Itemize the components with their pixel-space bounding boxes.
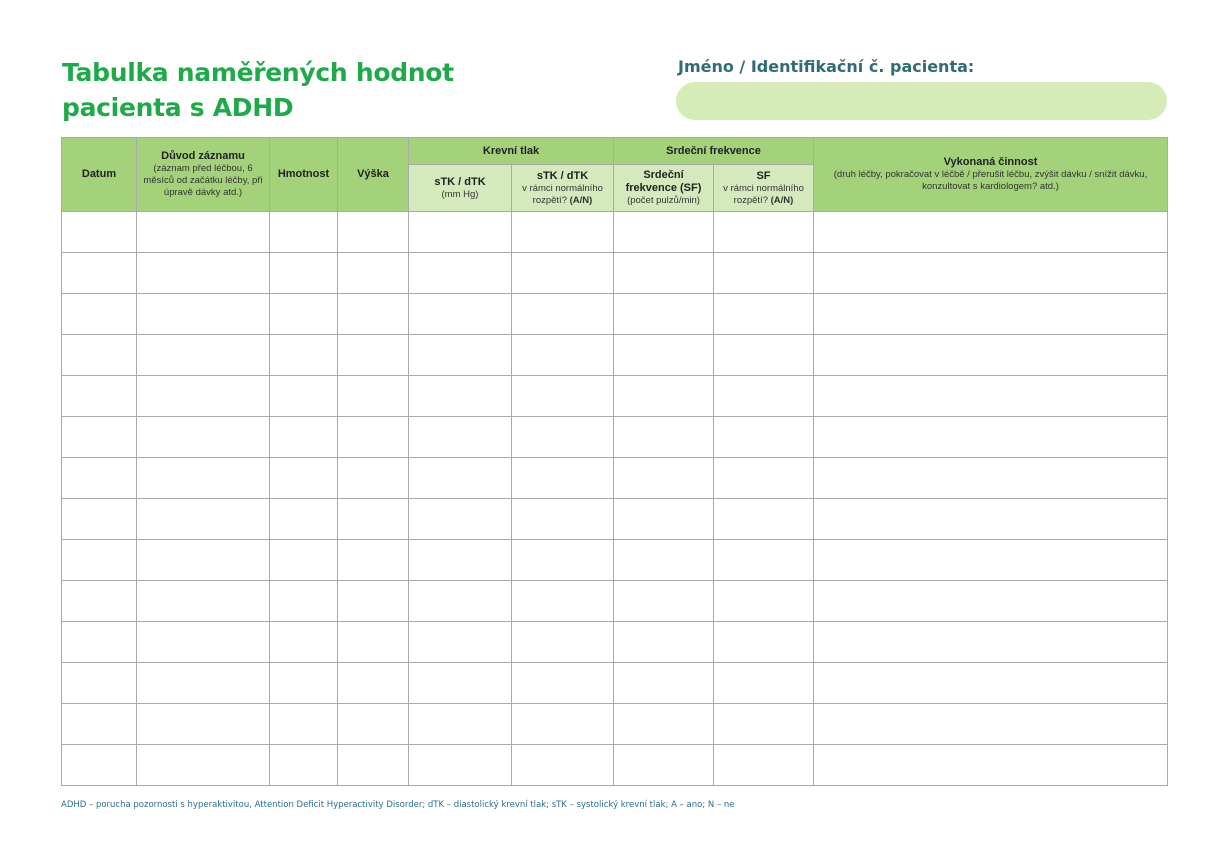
cell-hmotnost[interactable] bbox=[270, 540, 338, 581]
cell-stk-dtk[interactable] bbox=[409, 253, 512, 294]
header-srdecni-frekvence-label: Srdeční frekvence bbox=[666, 144, 761, 157]
table-row bbox=[62, 212, 1168, 253]
cell-stk-range[interactable] bbox=[512, 663, 614, 704]
header-hmotnost bbox=[270, 138, 338, 212]
cell-vyska[interactable] bbox=[338, 212, 409, 253]
cell-datum[interactable] bbox=[62, 745, 137, 786]
cell-vyska[interactable] bbox=[338, 581, 409, 622]
cell-sf-range[interactable] bbox=[714, 294, 814, 335]
cell-hmotnost[interactable] bbox=[270, 417, 338, 458]
header-datum bbox=[62, 138, 137, 212]
cell-stk-range[interactable] bbox=[512, 294, 614, 335]
cell-datum[interactable] bbox=[62, 253, 137, 294]
cell-sf-range[interactable] bbox=[714, 581, 814, 622]
cell-stk-range[interactable] bbox=[512, 458, 614, 499]
cell-vyska[interactable] bbox=[338, 458, 409, 499]
cell-hmotnost[interactable] bbox=[270, 212, 338, 253]
cell-datum[interactable] bbox=[62, 417, 137, 458]
cell-vyska[interactable] bbox=[338, 704, 409, 745]
header-vyska-label: Výška bbox=[357, 168, 389, 180]
cell-stk-range[interactable] bbox=[512, 335, 614, 376]
cell-sf[interactable] bbox=[614, 376, 714, 417]
cell-sf[interactable] bbox=[614, 622, 714, 663]
cell-datum[interactable] bbox=[62, 212, 137, 253]
header-duvod-label: Důvod záznamu bbox=[161, 150, 245, 162]
patient-id-label: Jméno / Identifikační č. pacienta: bbox=[678, 57, 975, 76]
table-row bbox=[62, 335, 1168, 376]
header-datum-label: Datum bbox=[81, 168, 117, 180]
cell-duvod[interactable] bbox=[137, 581, 270, 622]
cell-hmotnost[interactable] bbox=[270, 294, 338, 335]
cell-datum[interactable] bbox=[62, 663, 137, 704]
header-vyska bbox=[338, 138, 409, 212]
cell-duvod[interactable] bbox=[137, 663, 270, 704]
cell-sf-range[interactable] bbox=[714, 212, 814, 253]
cell-datum[interactable] bbox=[62, 335, 137, 376]
cell-duvod[interactable] bbox=[137, 458, 270, 499]
cell-vyska[interactable] bbox=[338, 417, 409, 458]
table-row bbox=[62, 622, 1168, 663]
cell-stk-dtk[interactable] bbox=[409, 417, 512, 458]
cell-vykonana-cinnost[interactable] bbox=[814, 417, 1168, 458]
title-line-2: pacienta s ADHD bbox=[62, 93, 294, 122]
header-duvod bbox=[137, 138, 270, 212]
table-row bbox=[62, 663, 1168, 704]
cell-stk-range[interactable] bbox=[512, 581, 614, 622]
cell-vyska[interactable] bbox=[338, 294, 409, 335]
cell-stk-dtk[interactable] bbox=[409, 581, 512, 622]
cell-hmotnost[interactable] bbox=[270, 499, 338, 540]
cell-stk-range[interactable] bbox=[512, 253, 614, 294]
header-stk-range-yn: (A/N) bbox=[569, 194, 593, 206]
cell-vykonana-cinnost[interactable] bbox=[814, 458, 1168, 499]
cell-sf[interactable] bbox=[614, 499, 714, 540]
cell-duvod[interactable] bbox=[137, 212, 270, 253]
cell-stk-dtk[interactable] bbox=[409, 622, 512, 663]
cell-vykonana-cinnost[interactable] bbox=[814, 663, 1168, 704]
cell-duvod[interactable] bbox=[137, 253, 270, 294]
cell-datum[interactable] bbox=[62, 622, 137, 663]
cell-stk-dtk[interactable] bbox=[409, 499, 512, 540]
table-row bbox=[62, 745, 1168, 786]
header-stk-range-sub bbox=[512, 183, 613, 207]
cell-vykonana-cinnost[interactable] bbox=[814, 376, 1168, 417]
cell-datum[interactable] bbox=[62, 581, 137, 622]
header-sf-range-yn: (A/N) bbox=[770, 194, 794, 206]
cell-stk-range[interactable] bbox=[512, 417, 614, 458]
cell-sf[interactable] bbox=[614, 253, 714, 294]
table-body bbox=[62, 212, 1168, 786]
cell-hmotnost[interactable] bbox=[270, 335, 338, 376]
header-sf-label: Srdeční frekvence (SF) bbox=[625, 169, 702, 194]
cell-duvod[interactable] bbox=[137, 335, 270, 376]
cell-vykonana-cinnost[interactable] bbox=[814, 499, 1168, 540]
cell-sf-range[interactable] bbox=[714, 745, 814, 786]
cell-stk-dtk[interactable] bbox=[409, 663, 512, 704]
cell-sf-range[interactable] bbox=[714, 663, 814, 704]
header-sf-range-label: SF bbox=[756, 169, 771, 182]
table-row bbox=[62, 376, 1168, 417]
cell-duvod[interactable] bbox=[137, 376, 270, 417]
header-stk-range-label: sTK / dTK bbox=[536, 169, 589, 182]
table-row bbox=[62, 704, 1168, 745]
cell-sf[interactable] bbox=[614, 212, 714, 253]
cell-duvod[interactable] bbox=[137, 622, 270, 663]
cell-duvod[interactable] bbox=[137, 745, 270, 786]
cell-hmotnost[interactable] bbox=[270, 704, 338, 745]
cell-datum[interactable] bbox=[62, 458, 137, 499]
cell-sf[interactable] bbox=[614, 335, 714, 376]
table-row bbox=[62, 253, 1168, 294]
cell-stk-dtk[interactable] bbox=[409, 458, 512, 499]
cell-vykonana-cinnost[interactable] bbox=[814, 622, 1168, 663]
cell-sf-range[interactable] bbox=[714, 335, 814, 376]
cell-datum[interactable] bbox=[62, 376, 137, 417]
cell-stk-dtk[interactable] bbox=[409, 376, 512, 417]
cell-sf-range[interactable] bbox=[714, 704, 814, 745]
cell-sf[interactable] bbox=[614, 663, 714, 704]
cell-duvod[interactable] bbox=[137, 540, 270, 581]
cell-sf[interactable] bbox=[614, 458, 714, 499]
cell-stk-range[interactable] bbox=[512, 622, 614, 663]
cell-vykonana-cinnost[interactable] bbox=[814, 704, 1168, 745]
header-vykonana-sub: (druh léčby, pokračovat v léčbě / přerušit léčbu, zvýšit dávku / snížit dávku, konzultovat s kardiologem? atd.) bbox=[833, 169, 1148, 192]
cell-stk-range[interactable] bbox=[512, 704, 614, 745]
table-row bbox=[62, 458, 1168, 499]
cell-vykonana-cinnost[interactable] bbox=[814, 212, 1168, 253]
cell-duvod[interactable] bbox=[137, 704, 270, 745]
cell-hmotnost[interactable] bbox=[270, 663, 338, 704]
cell-hmotnost[interactable] bbox=[270, 622, 338, 663]
cell-vykonana-cinnost[interactable] bbox=[814, 745, 1168, 786]
header-stk-range bbox=[512, 165, 614, 212]
header-stk-dtk bbox=[409, 165, 512, 212]
table-row bbox=[62, 294, 1168, 335]
page-title bbox=[62, 55, 454, 125]
cell-vyska[interactable] bbox=[338, 622, 409, 663]
cell-sf[interactable] bbox=[614, 704, 714, 745]
cell-datum[interactable] bbox=[62, 540, 137, 581]
cell-hmotnost[interactable] bbox=[270, 376, 338, 417]
cell-sf-range[interactable] bbox=[714, 499, 814, 540]
cell-sf[interactable] bbox=[614, 745, 714, 786]
cell-vykonana-cinnost[interactable] bbox=[814, 253, 1168, 294]
header-srdecni-frekvence bbox=[614, 138, 814, 165]
cell-stk-range[interactable] bbox=[512, 212, 614, 253]
cell-vyska[interactable] bbox=[338, 335, 409, 376]
table-row bbox=[62, 540, 1168, 581]
cell-vykonana-cinnost[interactable] bbox=[814, 540, 1168, 581]
cell-stk-range[interactable] bbox=[512, 376, 614, 417]
cell-sf-range[interactable] bbox=[714, 253, 814, 294]
cell-duvod[interactable] bbox=[137, 417, 270, 458]
cell-stk-dtk[interactable] bbox=[409, 294, 512, 335]
cell-vyska[interactable] bbox=[338, 253, 409, 294]
cell-sf[interactable] bbox=[614, 417, 714, 458]
header-sf bbox=[614, 165, 714, 212]
cell-duvod[interactable] bbox=[137, 499, 270, 540]
cell-sf-range[interactable] bbox=[714, 376, 814, 417]
cell-stk-range[interactable] bbox=[512, 745, 614, 786]
cell-vykonana-cinnost[interactable] bbox=[814, 581, 1168, 622]
cell-datum[interactable] bbox=[62, 499, 137, 540]
header-sf-range-sub-text: v rámci normálního rozpětí? bbox=[723, 182, 804, 206]
cell-vykonana-cinnost[interactable] bbox=[814, 335, 1168, 376]
header-sf-range bbox=[714, 165, 814, 212]
cell-sf-range[interactable] bbox=[714, 458, 814, 499]
cell-sf-range[interactable] bbox=[714, 622, 814, 663]
cell-sf[interactable] bbox=[614, 294, 714, 335]
cell-vyska[interactable] bbox=[338, 376, 409, 417]
header-sf-range-sub bbox=[714, 183, 813, 207]
cell-sf-range[interactable] bbox=[714, 540, 814, 581]
table-row bbox=[62, 499, 1168, 540]
table-row bbox=[62, 581, 1168, 622]
cell-vyska[interactable] bbox=[338, 499, 409, 540]
header-vykonana-label: Vykonaná činnost bbox=[943, 156, 1038, 168]
cell-vyska[interactable] bbox=[338, 663, 409, 704]
cell-duvod[interactable] bbox=[137, 294, 270, 335]
footnote: ADHD – porucha pozornosti s hyperaktivitou, Attention Deficit Hyperactivity Disorder; dTK – diastolický krevní tlak; sTK – systolický krevní tlak; A – ano; N – ne bbox=[61, 800, 735, 810]
cell-stk-dtk[interactable] bbox=[409, 212, 512, 253]
header-hmotnost-label: Hmotnost bbox=[277, 168, 330, 180]
cell-vykonana-cinnost[interactable] bbox=[814, 294, 1168, 335]
cell-datum[interactable] bbox=[62, 294, 137, 335]
cell-hmotnost[interactable] bbox=[270, 745, 338, 786]
cell-vyska[interactable] bbox=[338, 745, 409, 786]
measurements-table bbox=[61, 137, 1168, 786]
header-krevni-tlak-label: Krevní tlak bbox=[482, 144, 540, 157]
cell-stk-dtk[interactable] bbox=[409, 540, 512, 581]
cell-stk-dtk[interactable] bbox=[409, 704, 512, 745]
cell-hmotnost[interactable] bbox=[270, 253, 338, 294]
cell-stk-range[interactable] bbox=[512, 540, 614, 581]
cell-sf-range[interactable] bbox=[714, 417, 814, 458]
cell-sf[interactable] bbox=[614, 581, 714, 622]
title-line-1: Tabulka naměřených hodnot bbox=[62, 58, 454, 87]
header-sf-sub: (počet pulzů/min) bbox=[627, 195, 700, 206]
cell-sf[interactable] bbox=[614, 540, 714, 581]
header-stk-sub: (mm Hg) bbox=[441, 188, 479, 200]
header-vykonana-cinnost bbox=[814, 138, 1168, 212]
cell-stk-dtk[interactable] bbox=[409, 745, 512, 786]
cell-hmotnost[interactable] bbox=[270, 458, 338, 499]
header-stk-range-sub-text: v rámci normálního rozpětí? bbox=[522, 182, 603, 206]
patient-id-input[interactable] bbox=[676, 82, 1167, 120]
cell-hmotnost[interactable] bbox=[270, 581, 338, 622]
cell-vyska[interactable] bbox=[338, 540, 409, 581]
cell-stk-range[interactable] bbox=[512, 499, 614, 540]
header-krevni-tlak bbox=[409, 138, 614, 165]
cell-datum[interactable] bbox=[62, 704, 137, 745]
header-duvod-sub: (záznam před léčbou, 6 měsíců od začátku léčby, při úpravě dávky atd.) bbox=[143, 163, 263, 198]
cell-stk-dtk[interactable] bbox=[409, 335, 512, 376]
table-row bbox=[62, 417, 1168, 458]
header-stk-label: sTK / dTK bbox=[434, 175, 486, 188]
